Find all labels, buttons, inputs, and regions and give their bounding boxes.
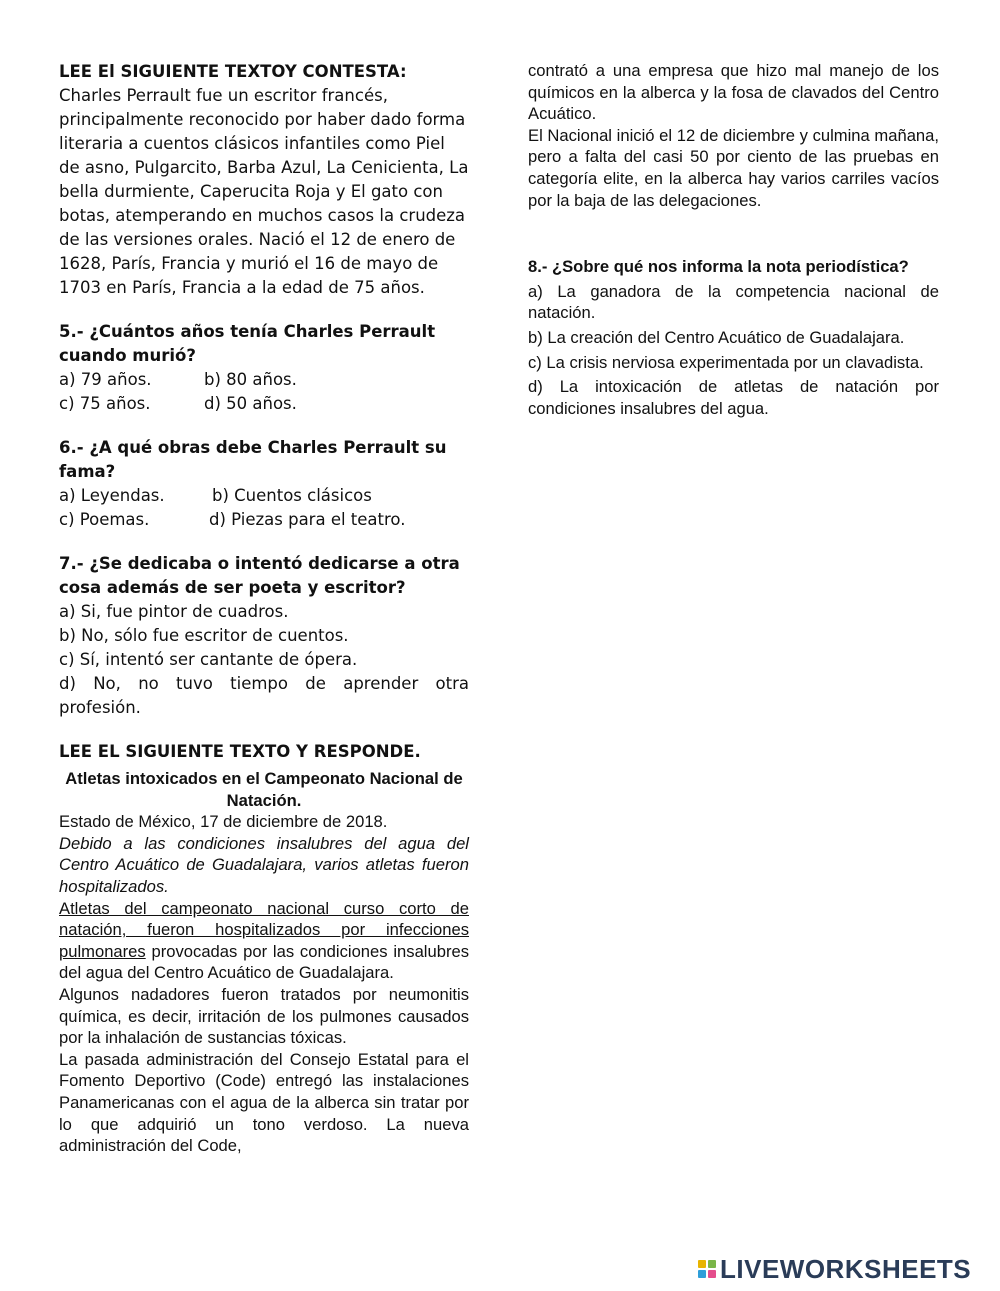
q8-option-c[interactable]: c) La crisis nerviosa experimentada por un clavadista. [528,352,924,372]
q8-option-b[interactable]: b) La creación del Centro Acuático de Guadalajara. [528,327,905,347]
q6-option-d[interactable]: d) Piezas para el teatro. [209,510,406,529]
article-paragraph-2: Algunos nadadores fueron tratados por neumonitis química, es decir, irritación de los pulmones causados por la inhalación de sustancias tóxicas. [59,984,469,1048]
article-p1-rest: provocadas por las condiciones insalubres del agua del Centro Acuático de Guadalajara. [59,941,469,983]
perrault-bio: Charles Perrault fue un escritor francés, principalmente reconocido por haber dado forma literaria a cuentos clásicos infantiles como Piel de asno, Pulgarcito, Barba Azul, La Cenicienta, La bella durmiente, Caperucita Roja y El gato con botas, atemperando en muchos casos la crudeza de las versiones orales. Nació el 12 de enero de 1628, París, Francia y murió el 16 de mayo de 1703 en París, Francia a la edad de 75 años. [59,86,469,297]
q7-option-c[interactable]: c) Sí, intentó ser cantante de ópera. [59,650,358,669]
q7-option-b[interactable]: b) No, sólo fue escritor de cuentos. [59,626,349,645]
question-5: 5.- ¿Cuántos años tenía Charles Perrault cuando murió? [59,322,436,365]
article-paragraph-3-continued: contrató a una empresa que hizo mal manejo de los químicos en la alberca y la fosa de clavados del Centro Acuático. [528,61,939,124]
right-column [528,60,939,419]
question-6: 6.- ¿A qué obras debe Charles Perrault su fama? [59,438,447,481]
article-paragraph-1 [59,898,469,984]
article-p1-underlined: Atletas del campeonato nacional curso corto de natación, fueron hospitalizados por infecciones pulmonares [59,898,469,961]
question-7: 7.- ¿Se dedicaba o intentó dedicarse a otra cosa además de ser poeta y escritor? [59,554,460,597]
q7-option-a[interactable]: a) Si, fue pintor de cuadros. [59,602,289,621]
q7-option-d[interactable]: d) No, no tuvo tiempo de aprender otra profesión. [59,674,469,717]
question-8: 8.- ¿Sobre qué nos informa la nota periodística? [528,257,909,277]
logo-square-v [698,1270,706,1278]
logo-square-l [698,1260,706,1268]
liveworksheets-logo [698,1254,971,1284]
q5-option-d[interactable]: d) 50 años. [204,394,297,413]
logo-square-i [708,1260,716,1268]
heading-read-and-answer: LEE El SIGUIENTE TEXTOY CONTESTA: [59,62,407,81]
q6-option-c[interactable]: c) Poemas. [59,510,150,529]
logo-mark-icon [698,1260,716,1278]
logo-square-e [708,1270,716,1278]
left-column [59,60,469,1157]
article-title: Atletas intoxicados en el Campeonato Nacional de Natación. [65,769,463,810]
article-dateline: Estado de México, 17 de diciembre de 2018. [59,812,388,832]
q6-option-b[interactable]: b) Cuentos clásicos [212,486,372,505]
q8-option-a[interactable]: a) La ganadora de la competencia nacional de natación. [528,281,939,323]
article-paragraph-4: El Nacional inició el 12 de diciembre y culmina mañana, pero a falta del casi 50 por ciento de las pruebas en categoría elite, en la alberca hay varios carriles vacíos por la baja de las delegaciones. [528,125,939,210]
logo-wordmark: LIVEWORKSHEETS [720,1253,972,1284]
article-paragraph-3: La pasada administración del Consejo Estatal para el Fomento Deportivo (Code) entregó las instalaciones Panamericanas con el agua de la alberca sin tratar por lo que adquirió un tono verdoso. La nueva administración del Code, [59,1049,469,1156]
q8-option-d[interactable]: d) La intoxicación de atletas de natación por condiciones insalubres del agua. [528,377,939,418]
q5-option-b[interactable]: b) 80 años. [204,370,297,389]
q5-option-c[interactable]: c) 75 años. [59,394,151,413]
q6-option-a[interactable]: a) Leyendas. [59,486,165,505]
article-lead: Debido a las condiciones insalubres del agua del Centro Acuático de Guadalajara, varios atletas fueron hospitalizados. [59,833,469,896]
q5-option-a[interactable]: a) 79 años. [59,370,152,389]
heading-read-and-respond: LEE EL SIGUIENTE TEXTO Y RESPONDE. [59,742,421,761]
